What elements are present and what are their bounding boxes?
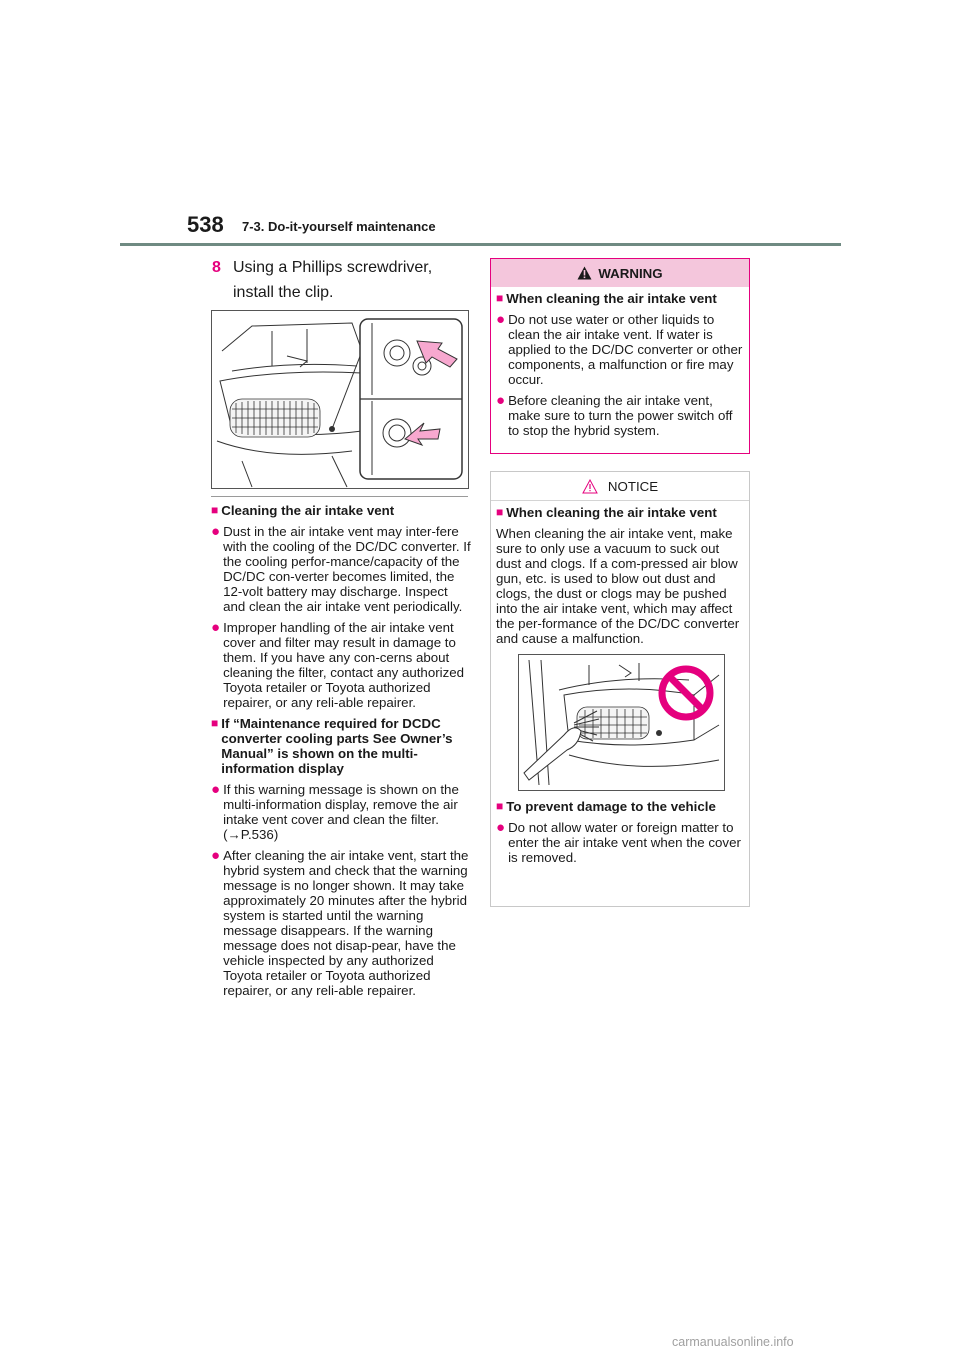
warning-triangle-icon bbox=[577, 266, 592, 280]
vacuum-cleaning-illustration bbox=[518, 654, 725, 791]
list-item: ● Do not use water or other liquids to clean the air intake vent. If water is applied to the DC/DC converter or other components, a malfunction or fire may occur. bbox=[496, 311, 743, 387]
list-item: ● Do not allow water or foreign matter to enter the air intake vent when the cover is removed. bbox=[496, 819, 741, 865]
figure-rule bbox=[211, 496, 468, 497]
notice-triangle-icon bbox=[582, 479, 598, 494]
section-heading: ■ If “Maintenance required for DCDC converter cooling parts See Owner’s Manual” is shown on the multi-information display bbox=[211, 716, 453, 776]
warning-heading: ■ When cleaning the air intake vent bbox=[496, 291, 717, 306]
square-marker-icon: ■ bbox=[211, 503, 219, 517]
notice-box bbox=[490, 471, 750, 907]
notice-header bbox=[491, 472, 749, 501]
step-8 bbox=[212, 255, 472, 305]
step-text: Using a Phillips screwdriver, install the clip. bbox=[233, 259, 433, 301]
bullet-icon: ● bbox=[211, 781, 221, 798]
bullet-icon: ● bbox=[211, 847, 221, 864]
list-item: ● After cleaning the air intake vent, start the hybrid system and check that the warning message is no longer shown. It may take approximately 20 minutes after the hybrid system is started until the warning message disappears. If the warning message does not disap-pear, have the vehicle inspected by any authorized Toyota retailer or Toyota authorized repairer, or any reli-able repairer. bbox=[211, 847, 469, 998]
warning-box bbox=[490, 258, 750, 454]
warning-header bbox=[491, 259, 749, 287]
bullet-icon: ● bbox=[496, 311, 506, 328]
bullet-icon: ● bbox=[496, 392, 506, 409]
page-number: 538 bbox=[187, 212, 224, 237]
clip-install-illustration bbox=[211, 310, 469, 489]
notice-heading: ■ When cleaning the air intake vent bbox=[496, 505, 717, 520]
section-heading: ■ Cleaning the air intake vent bbox=[211, 503, 395, 518]
notice-heading: ■ To prevent damage to the vehicle bbox=[496, 799, 716, 814]
bullet-icon: ● bbox=[211, 523, 221, 540]
square-marker-icon: ■ bbox=[496, 799, 504, 813]
left-column bbox=[211, 503, 473, 1004]
watermark: carmanualsonline.info bbox=[672, 1335, 794, 1349]
list-item: ● Dust in the air intake vent may inter-fere with the cooling of the DC/DC converter. If the cooling perfor-mance/capacity of the DC/DC con-verter becomes limited, the 12-volt battery may discharge. Inspect and clean the air intake vent periodically. bbox=[211, 523, 471, 614]
notice-title: NOTICE bbox=[607, 478, 659, 494]
clip-install-drawing bbox=[212, 311, 468, 488]
list-item: ● If this warning message is shown on the multi-information display, remove the air intake vent cover and clean the filter. (→P.536) bbox=[211, 781, 459, 842]
bullet-icon: ● bbox=[496, 819, 506, 836]
square-marker-icon: ■ bbox=[496, 505, 504, 519]
list-item: ● Before cleaning the air intake vent, make sure to turn the power switch off to stop the hybrid system. bbox=[496, 392, 733, 438]
list-item: ● Improper handling of the air intake vent cover and filter may result in damage to them. If you have any con-cerns about cleaning the filter, contact any authorized Toyota retailer or Toyota authorized repairer, or any reli-able repairer. bbox=[211, 619, 465, 710]
vacuum-cleaning-drawing bbox=[519, 655, 724, 790]
square-marker-icon: ■ bbox=[496, 291, 504, 305]
header-rule bbox=[120, 243, 841, 246]
bullet-icon: ● bbox=[211, 619, 221, 636]
square-marker-icon: ■ bbox=[211, 716, 219, 730]
step-number: 8 bbox=[212, 259, 221, 276]
section-title: 7-3. Do-it-yourself maintenance bbox=[242, 219, 436, 234]
notice-paragraph: When cleaning the air intake vent, make sure to only use a vacuum to suck out dust and clogs. If a com-pressed air blow gun, etc. is used to blow out dust and clogs, the dust or clogs may be pushed into the air intake vent, which may affect the per-formance of the DC/DC converter and cause a malfunction. bbox=[496, 526, 740, 646]
warning-title: WARNING bbox=[598, 265, 663, 281]
